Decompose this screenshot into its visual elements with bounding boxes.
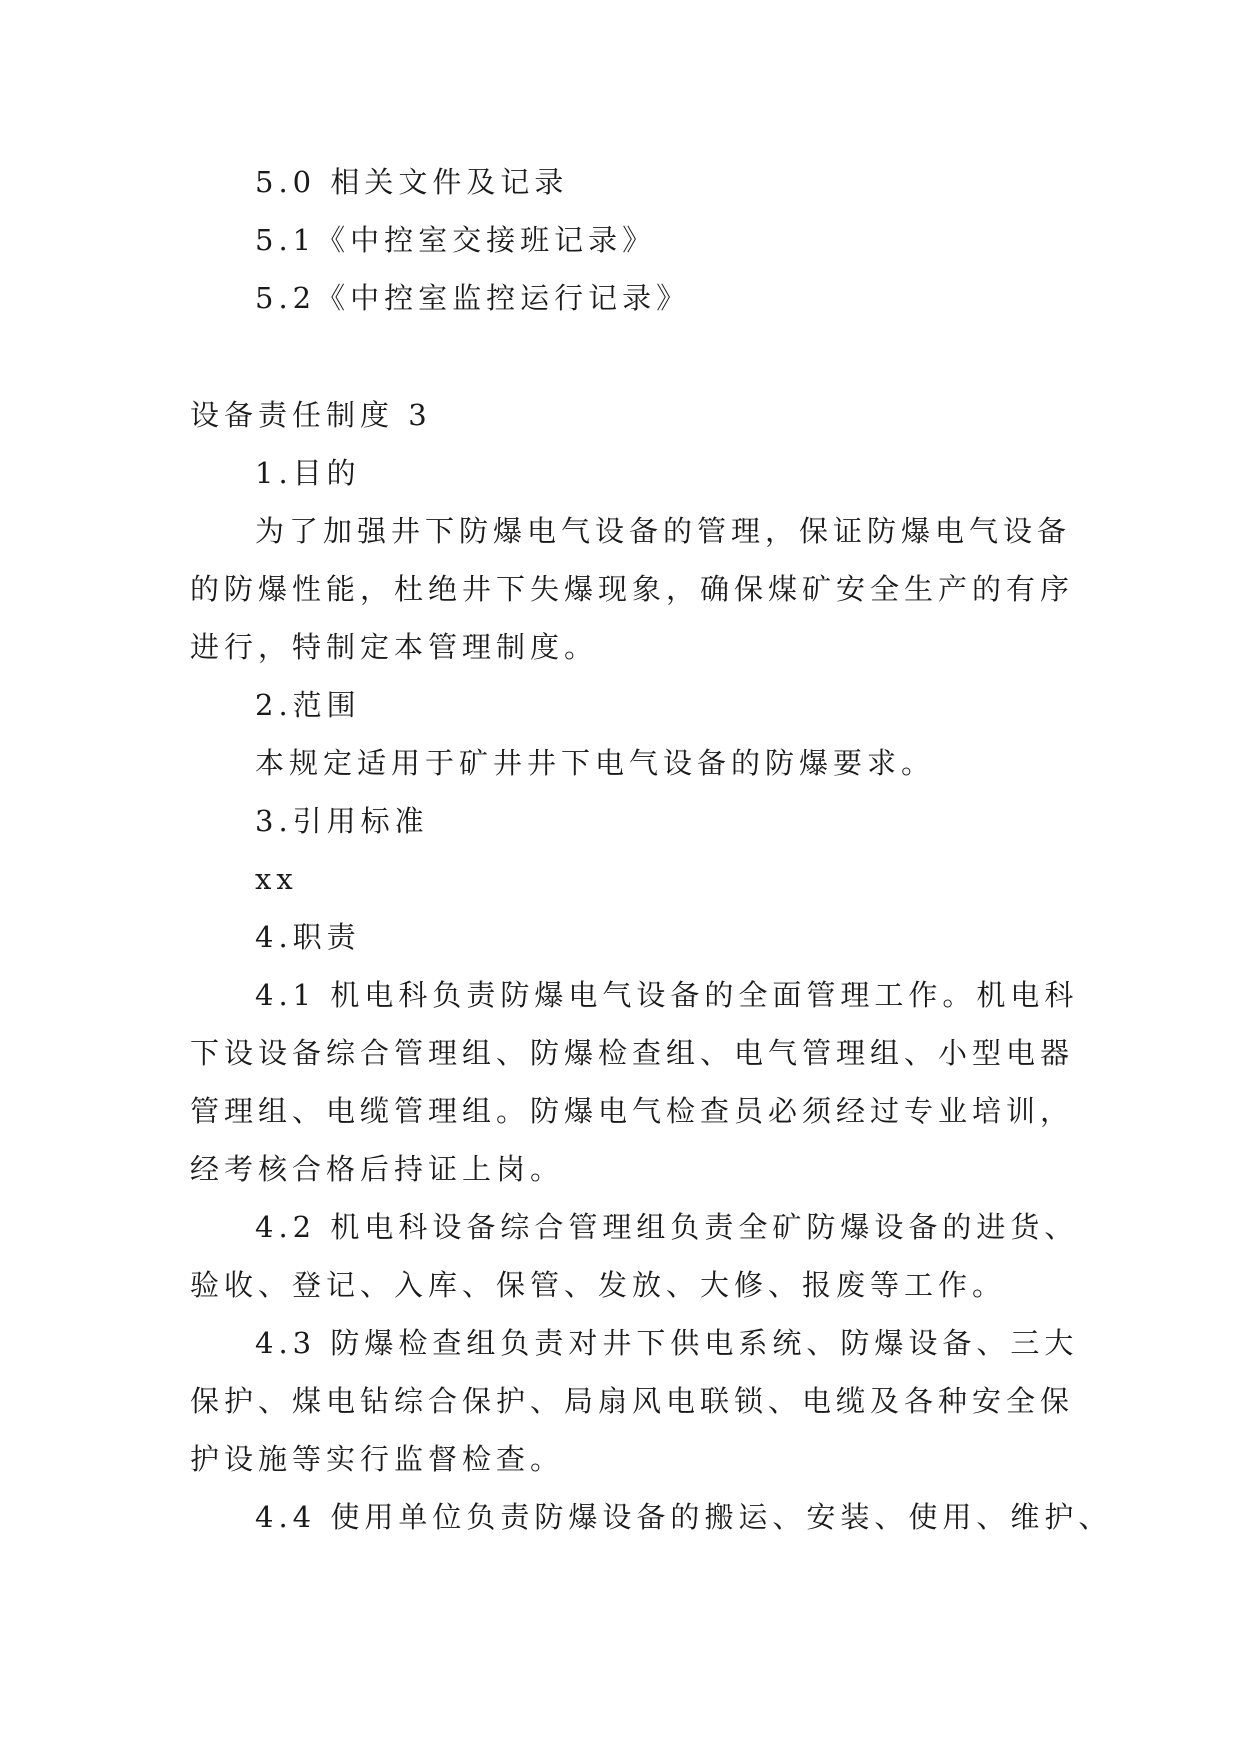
section-4-4-line: 4.4 使用单位负责防爆设备的搬运、安装、使用、维护、 <box>255 1500 1113 1534</box>
section-1-paragraph-line: 为了加强井下防爆电气设备的管理，保证防爆电气设备 <box>255 514 1072 548</box>
section-4-3-line: 4.3 防爆检查组负责对井下供电系统、防爆设备、三大 <box>255 1326 1079 1360</box>
section-1-heading: 1.目的 <box>255 456 361 490</box>
section-5-item-1: 5.1《中控室交接班记录》 <box>255 223 657 257</box>
section-3-heading: 3.引用标准 <box>255 804 429 838</box>
section-1-paragraph-line: 的防爆性能，杜绝井下失爆现象，确保煤矿安全生产的有序 <box>190 572 1075 606</box>
section-3-paragraph: xx <box>255 862 298 896</box>
section-1-paragraph-line: 进行，特制定本管理制度。 <box>190 630 599 664</box>
document-title: 设备责任制度 3 <box>190 398 432 432</box>
section-4-1-line: 4.1 机电科负责防爆电气设备的全面管理工作。机电科 <box>255 978 1079 1012</box>
section-4-1-line: 管理组、电缆管理组。防爆电气检查员必须经过专业培训， <box>190 1094 1075 1128</box>
section-4-2-line: 4.2 机电科设备综合管理组负责全矿防爆设备的进货、 <box>255 1210 1079 1244</box>
section-4-1-line: 下设设备综合管理组、防爆检查组、电气管理组、小型电器 <box>190 1036 1075 1070</box>
section-5-heading: 5.0 相关文件及记录 <box>255 165 569 199</box>
section-4-3-line: 保护、煤电钻综合保护、局扇风电联锁、电缆及各种安全保 <box>190 1384 1075 1418</box>
section-4-1-line: 经考核合格后持证上岗。 <box>190 1152 565 1186</box>
section-4-2-line: 验收、登记、入库、保管、发放、大修、报废等工作。 <box>190 1268 1007 1302</box>
section-4-3-line: 护设施等实行监督检查。 <box>190 1442 565 1476</box>
section-2-heading: 2.范围 <box>255 688 361 722</box>
section-5-item-2: 5.2《中控室监控运行记录》 <box>255 281 691 315</box>
section-4-heading: 4.职责 <box>255 920 361 954</box>
section-2-paragraph: 本规定适用于矿井井下电气设备的防爆要求。 <box>255 746 936 780</box>
